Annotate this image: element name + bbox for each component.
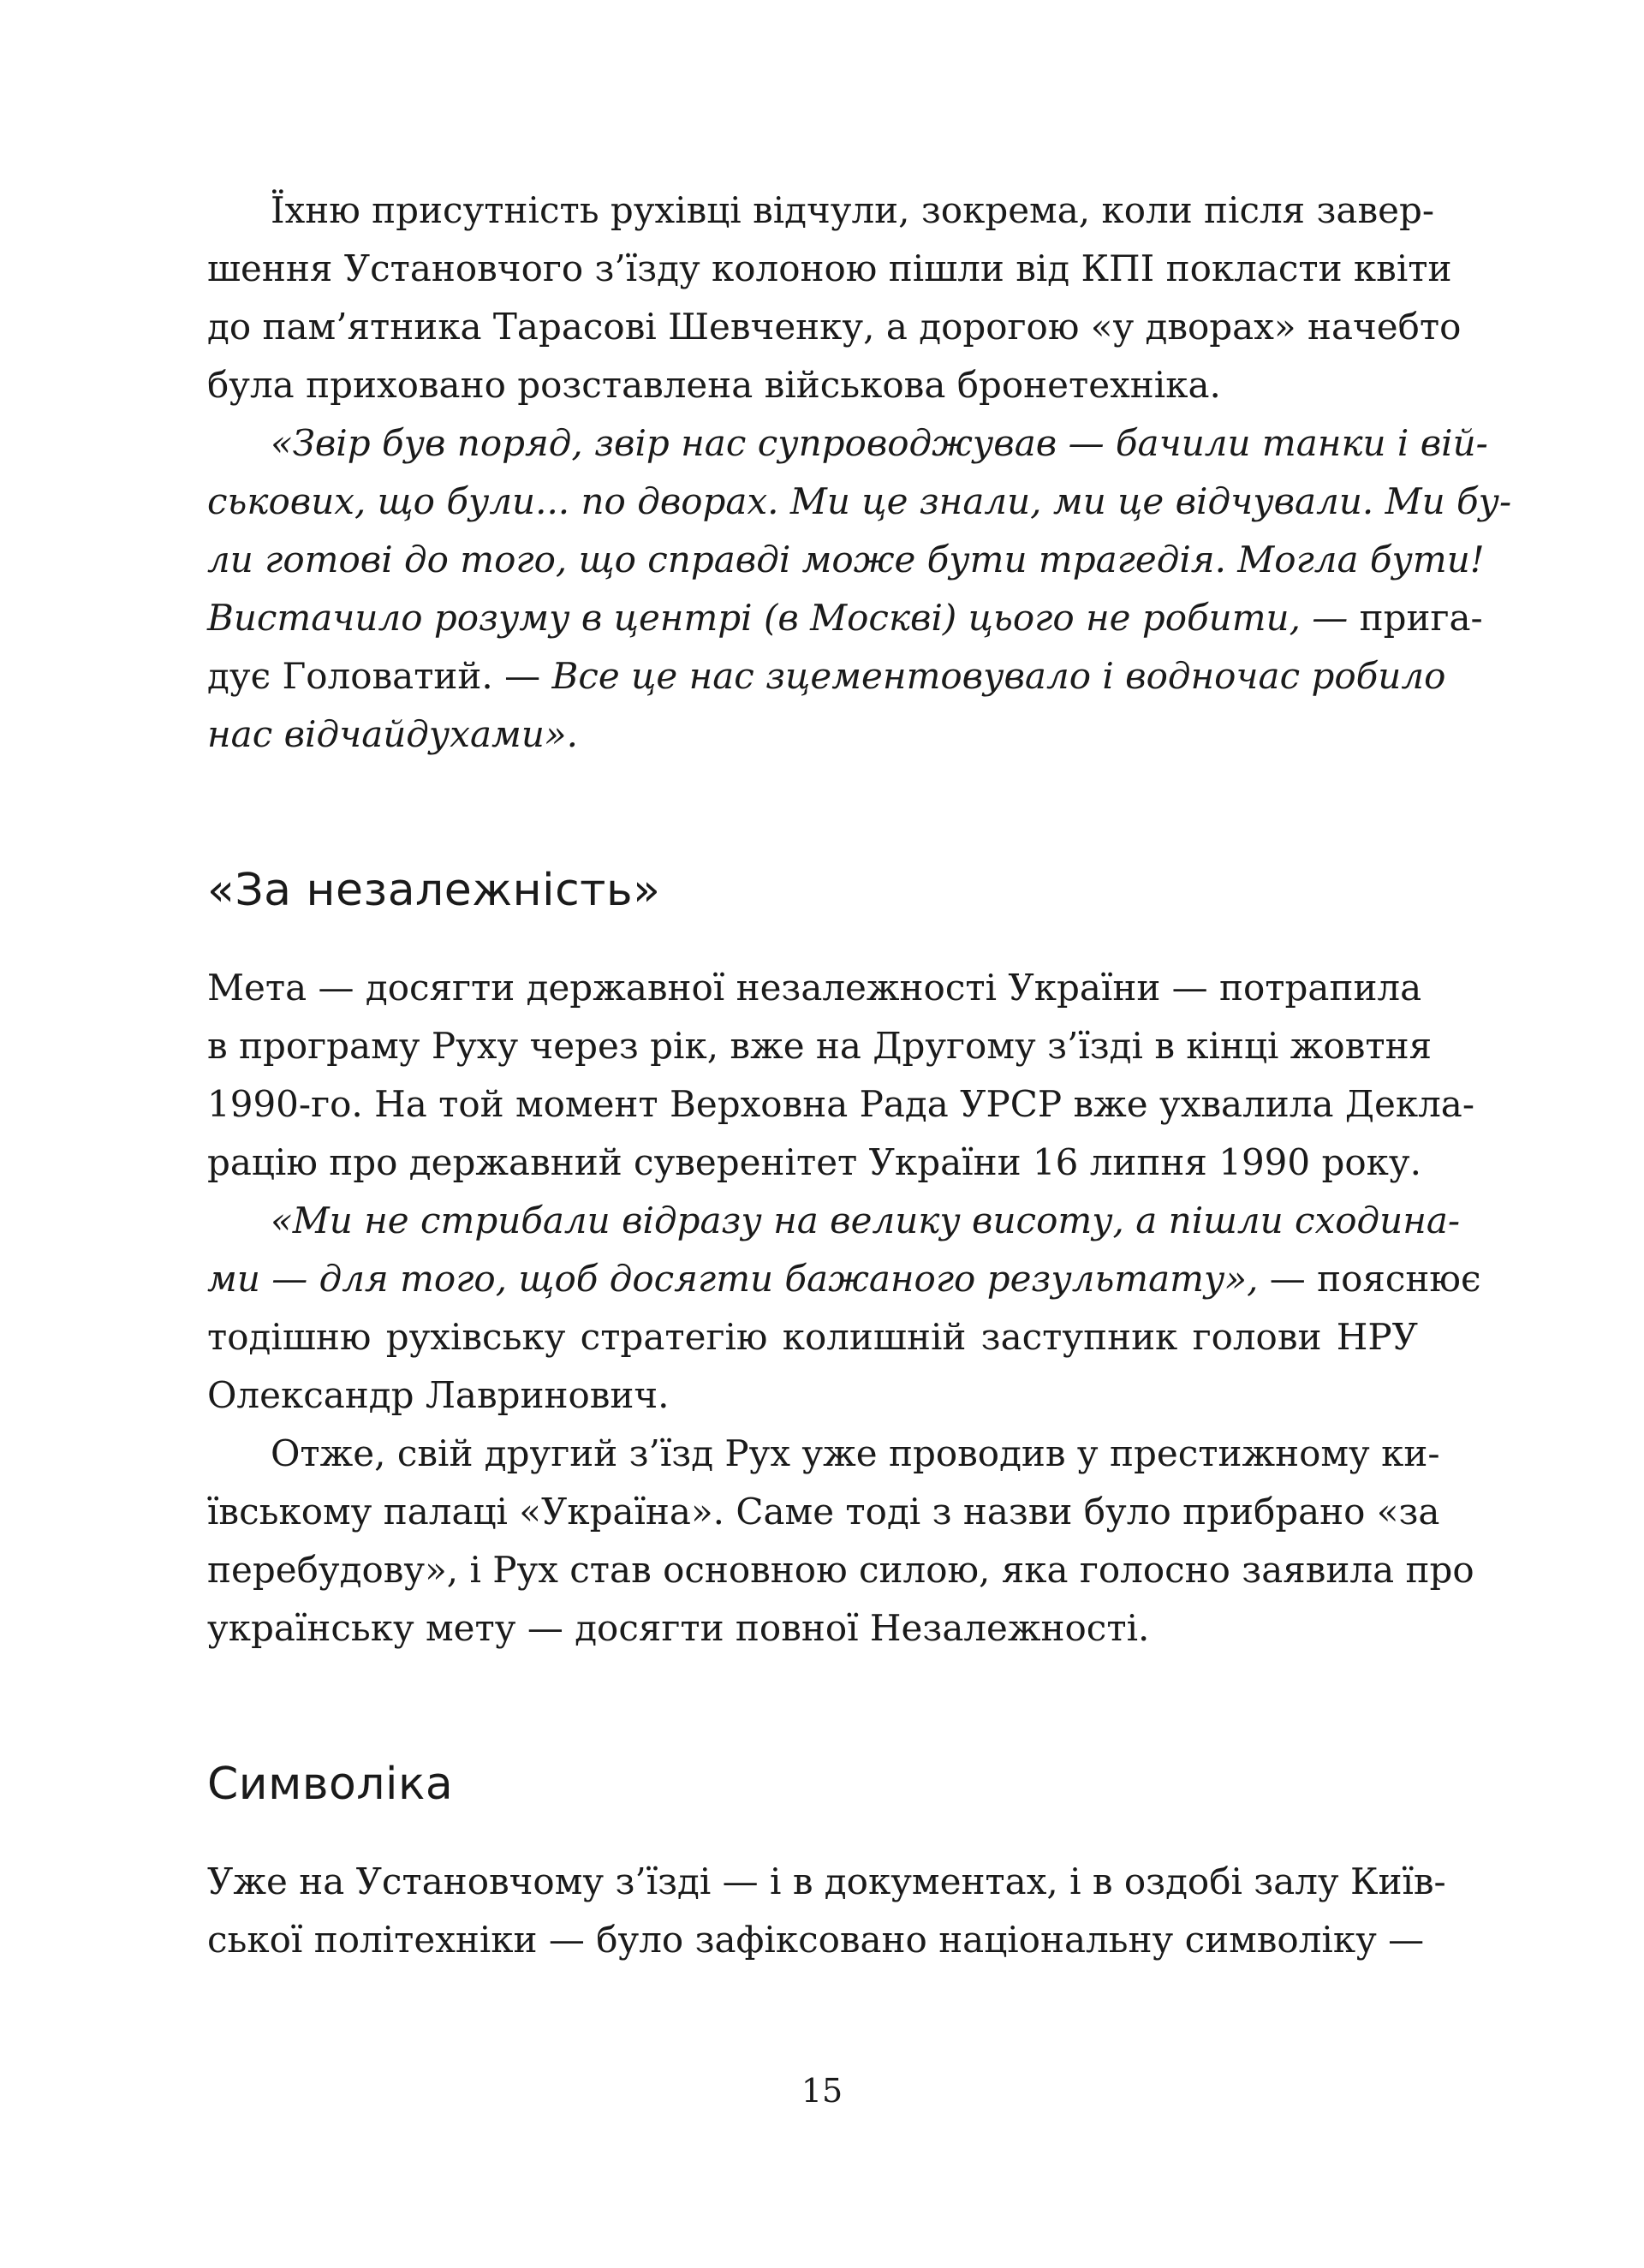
text-line: Мета — досягти державної незалежності України — потрапила <box>207 967 1422 1009</box>
paragraph <box>207 959 1475 1192</box>
page-number: 15 <box>801 2072 843 2110</box>
mixed-line <box>207 1250 1481 1308</box>
quote-line: ськових, що були... по дворах. Ми це знали, ми це відчували. Ми бу- <box>207 480 1512 522</box>
text-line: ївському палаці «Україна». Саме тоді з назви було прибрано «за <box>207 1491 1440 1533</box>
text-line: перебудову», і Рух став основною силою, яка голосно заявила про <box>207 1549 1474 1591</box>
quote-line: «Звір був поряд, звір нас супроводжував — бачили танки і вій- <box>271 422 1488 464</box>
text-fragment: — пояснює <box>1269 1258 1481 1300</box>
mixed-line <box>207 647 1446 705</box>
page-body <box>207 182 1512 1969</box>
text-line: 1990-го. На той момент Верховна Рада УРСР вже ухвалила Декла- <box>207 1083 1475 1125</box>
quote-fragment: ми — для того, щоб досягти бажаного результату», <box>207 1258 1270 1300</box>
text-line: була приховано розставлена військова бронетехніка. <box>207 364 1221 406</box>
quote-fragment: Все це нас зцементовувало і водночас робило <box>551 655 1446 697</box>
paragraph <box>207 182 1462 414</box>
section-heading: «За незалежність» <box>207 865 661 916</box>
text-line: Олександр Лавринович. <box>207 1374 670 1416</box>
quote-line: ли готові до того, що справді може бути трагедія. Могла бути! <box>207 539 1485 580</box>
text-fragment: прига- <box>1359 597 1483 639</box>
text-line: рацію про державний суверенітет України 16 липня 1990 року. <box>207 1141 1421 1183</box>
text-line: Уже на Установчому з’їзді — і в документах, і в оздобі залу Київ- <box>207 1860 1446 1902</box>
text-line: Отже, свій другий з’їзд Рух уже проводив у престижному ки- <box>271 1432 1440 1474</box>
paragraph <box>207 1853 1446 1969</box>
text-line: Їхню присутність рухівці відчули, зокрема, коли після завер- <box>271 189 1435 231</box>
quote-line: «Ми не стрибали відразу на велику висоту, а пішли сходина- <box>271 1199 1461 1241</box>
quote-line: нас відчайдухами». <box>207 713 578 755</box>
quote-paragraph <box>207 1192 1481 1425</box>
text-line: в програму Руху через рік, вже на Другому з’їзді в кінці жовтня <box>207 1025 1433 1067</box>
mixed-line <box>207 589 1483 647</box>
text-line: шення Установчого з’їзду колоною пішли від КПІ покласти квіти <box>207 247 1452 289</box>
text-line: українську мету — досягти повної Незалежності. <box>207 1607 1150 1649</box>
text-line: ської політехніки — було зафіксовано національну символіку — <box>207 1919 1425 1961</box>
text-line: тодішню рухівську стратегію колишній заступник голови НРУ <box>207 1316 1418 1358</box>
text-line: до пам’ятника Тарасові Шевченку, а дорогою «у дворах» начебто <box>207 306 1462 348</box>
quote-paragraph <box>207 414 1512 764</box>
text-fragment: дує Головатий. — <box>207 655 552 697</box>
paragraph <box>207 1425 1474 1658</box>
section-heading: Символіка <box>207 1759 454 1810</box>
quote-fragment: Вистачило розуму в центрі (в Москві) цього не робити, — <box>207 597 1360 639</box>
